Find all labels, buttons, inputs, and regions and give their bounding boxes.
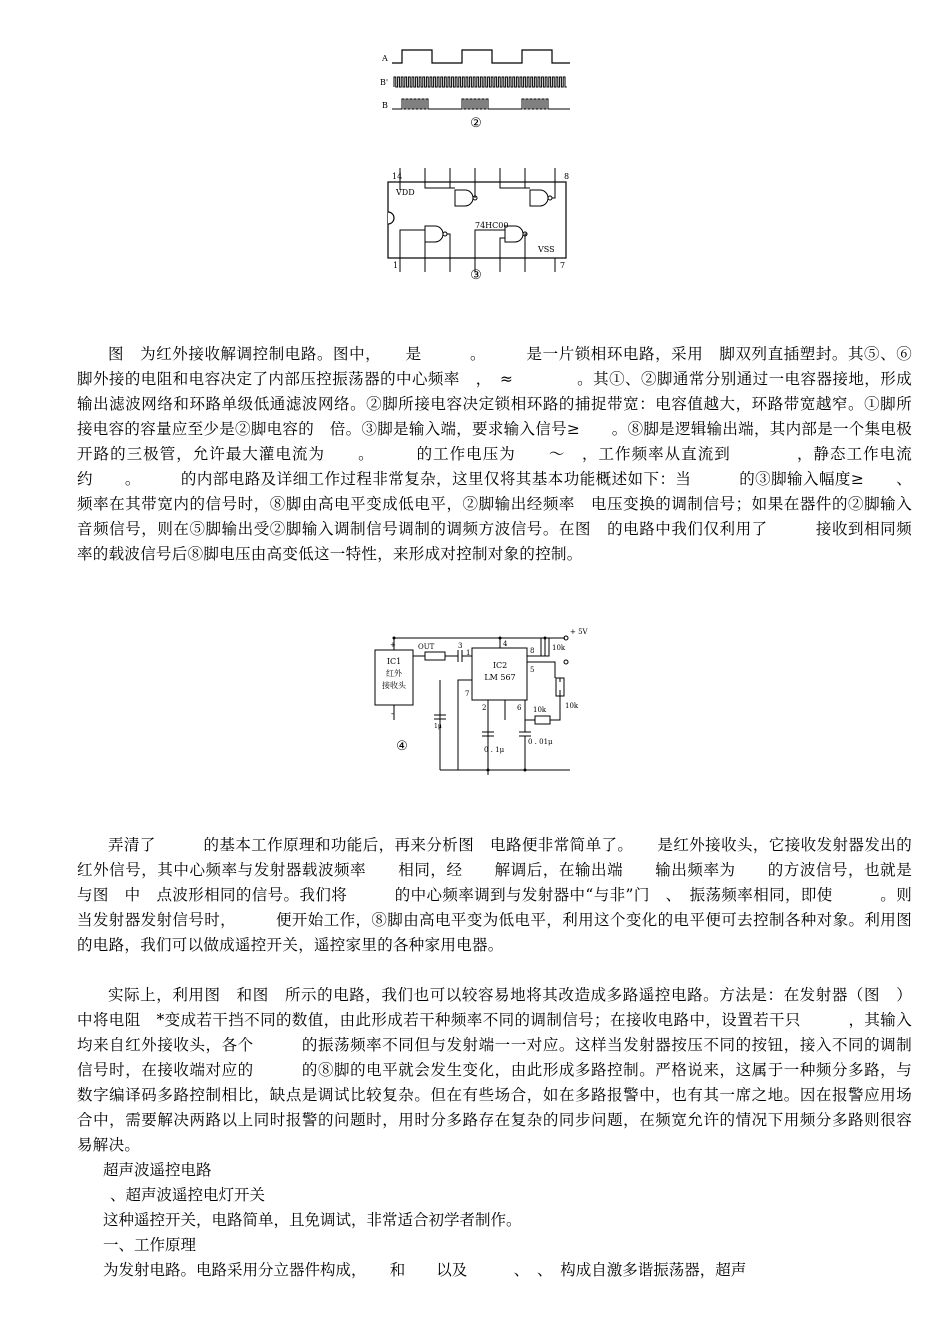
figure-number-4: ④ (396, 739, 408, 754)
ic1-title: IC1 (386, 657, 402, 666)
c3-label: 0 . 01μ (528, 738, 553, 746)
pin-1-label: 1 (393, 261, 399, 270)
waveform-b (392, 99, 570, 109)
section-working-principle: 一、工作原理 (103, 1236, 197, 1254)
pin-14-label: 14 (392, 172, 403, 181)
r-top-label: 10k (552, 644, 566, 652)
ic-notch (388, 212, 394, 224)
ic1-line2: 接收头 (382, 681, 406, 690)
paragraph-2: 弄清了 的基本工作原理和功能后，再来分析图 电路便非常简单了。 是红外接收头，它接收发射器发出的红外信号，其中心频率与发射器载波频率 相同，经 解调后，在输出端 输出频率为 的方波信号，也就是与图 中 点波形相同的信号。我们将 的中心频率调到与发射器中“与非”门 、 振荡频率相同，即使 。则当发射器发射信号时， 便开始工作，⑧脚由高电平变为低电平，利用这个变化的电平便可去控制各种对象。利用图 的电路，我们可以做成遥控开关，遥控家里的各种家用电器。 (77, 836, 928, 954)
pin-7: 7 (465, 690, 470, 698)
waveform-a (392, 50, 570, 63)
pin-6: 6 (517, 704, 522, 712)
pin-7-label: 7 (560, 261, 566, 270)
figure-number-3: ③ (470, 268, 482, 280)
c-in-label: 3 (458, 642, 463, 650)
chip-label: 74HC00 (475, 221, 509, 230)
intro-line: 这种遥控开关，电路简单，且免调试，非常适合初学者制作。 (103, 1211, 522, 1229)
ic1-line1: 红外 (386, 669, 402, 678)
vss-label: VSS (538, 245, 555, 254)
out-label: OUT (418, 643, 435, 651)
output-terminal (564, 660, 568, 664)
paragraph-3: 实际上，利用图 和图 所示的电路，我们也可以较容易地将其改造成多路遥控电路。方法是：在发射器（图 ）中将电阻 *变成若干挡不同的数值，由此形成若干种频率不同的调制信号；在接收电路中，设置若干只 ，其输入均来自红外接收头，各个 的振荡频率不同但与发射端一一对应。这样当发射器按压不同的按钮，接入不同的调制信号时，在接收端对应的 的⑧脚的电平就会发生变化，由此形成多路控制。严格说来，这属于一种频分多路，与数字编译码多路控制相比，缺点是调试比较复杂。但在有些场合，如在多路报警中，也有其一席之地。因在报警应用场合中，需要解决两路以上同时报警的问题时，用时分多路存在复杂的同步问题，在频宽允许的情况下用频分多路则很容易解决。 (77, 986, 912, 1154)
heading-ultrasonic: 超声波遥控电路 (103, 1161, 212, 1179)
pin-5: 5 (530, 666, 535, 674)
ic2-title: IC2 (492, 661, 508, 670)
heading-light-switch: 、超声波遥控电灯开关 (110, 1186, 266, 1204)
figure-number-2: ② (470, 116, 482, 130)
top-pins (400, 168, 555, 182)
r-mid-label: 10k (533, 706, 547, 714)
capacitor-c3 (519, 732, 531, 736)
pin-8-label: 8 (564, 172, 570, 181)
r-pot-label: 10k (565, 702, 579, 710)
capacitor-in (458, 650, 462, 662)
resistor-mid (535, 716, 550, 724)
c2-label: 0 . 1μ (484, 746, 505, 754)
transmitter-line: 为发射电路。电路采用分立器件构成， 和 以及 、 、 构成自激多谐振荡器，超声 (103, 1261, 747, 1279)
pin-1: 1 (466, 649, 471, 657)
c1-label: 1μ (434, 723, 442, 730)
pin-2: 2 (482, 704, 487, 712)
receiver-circuit-figure (370, 620, 590, 775)
resistor-out (425, 652, 445, 660)
waveform-bprime (394, 77, 567, 87)
waveform-label-a: A (382, 54, 388, 63)
ic2-part: LM 567 (484, 673, 516, 682)
ic-74hc00-figure (380, 168, 580, 280)
vdd-label: VDD (396, 188, 415, 197)
ic1-minus: - (391, 709, 394, 718)
pin-4: 4 (503, 640, 508, 648)
pin-8: 8 (530, 647, 535, 655)
nand-gates (400, 182, 555, 258)
waveform-figure (380, 45, 580, 130)
paragraph-1: 图 为红外接收解调控制电路。图中， 是 。 是一片锁相环电路，采用 脚双列直插塑封。其⑤、⑥脚外接的电阻和电容决定了内部压控振荡器的中心频率 ， ≈ 。其①、②脚通常分别通过一电容器接地，形成输出滤波网络和环路单级低通滤波网络。②脚所接电容决定锁相环路的捕捉带宽：电容值越大，环路带宽越窄。①脚所接电容的容量应至少是②脚电容的 倍。③脚是输入端，要求输入信号≥ 。⑧脚是逻辑输出端，其内部是一个集电极开路的三极管，允许最大灌电流为 。 的工作电压为 ～ ，工作频率从直流到 ，静态工作电流约 。 的内部电路及详细工作过程非常复杂，这里仅将其基本功能概述如下：当 的③脚输入幅度≥ 、频率在其带宽内的信号时，⑧脚由高电平变成低电平，②脚输出经频率 电压变换的调制信号；如果在器件的②脚输入音频信号，则在⑤脚输出受②脚输入调制信号调制的调频方波信号。在图 的电路中我们仅利用了 接收到相同频率的载波信号后⑧脚电压由高变低这一特性，来形成对控制对象的控制。 (77, 345, 912, 563)
supply-label: + 5V (570, 628, 588, 636)
ic1-plus: + (390, 641, 396, 649)
waveform-label-b: B (382, 101, 388, 110)
waveform-label-bprime: B' (380, 78, 389, 87)
